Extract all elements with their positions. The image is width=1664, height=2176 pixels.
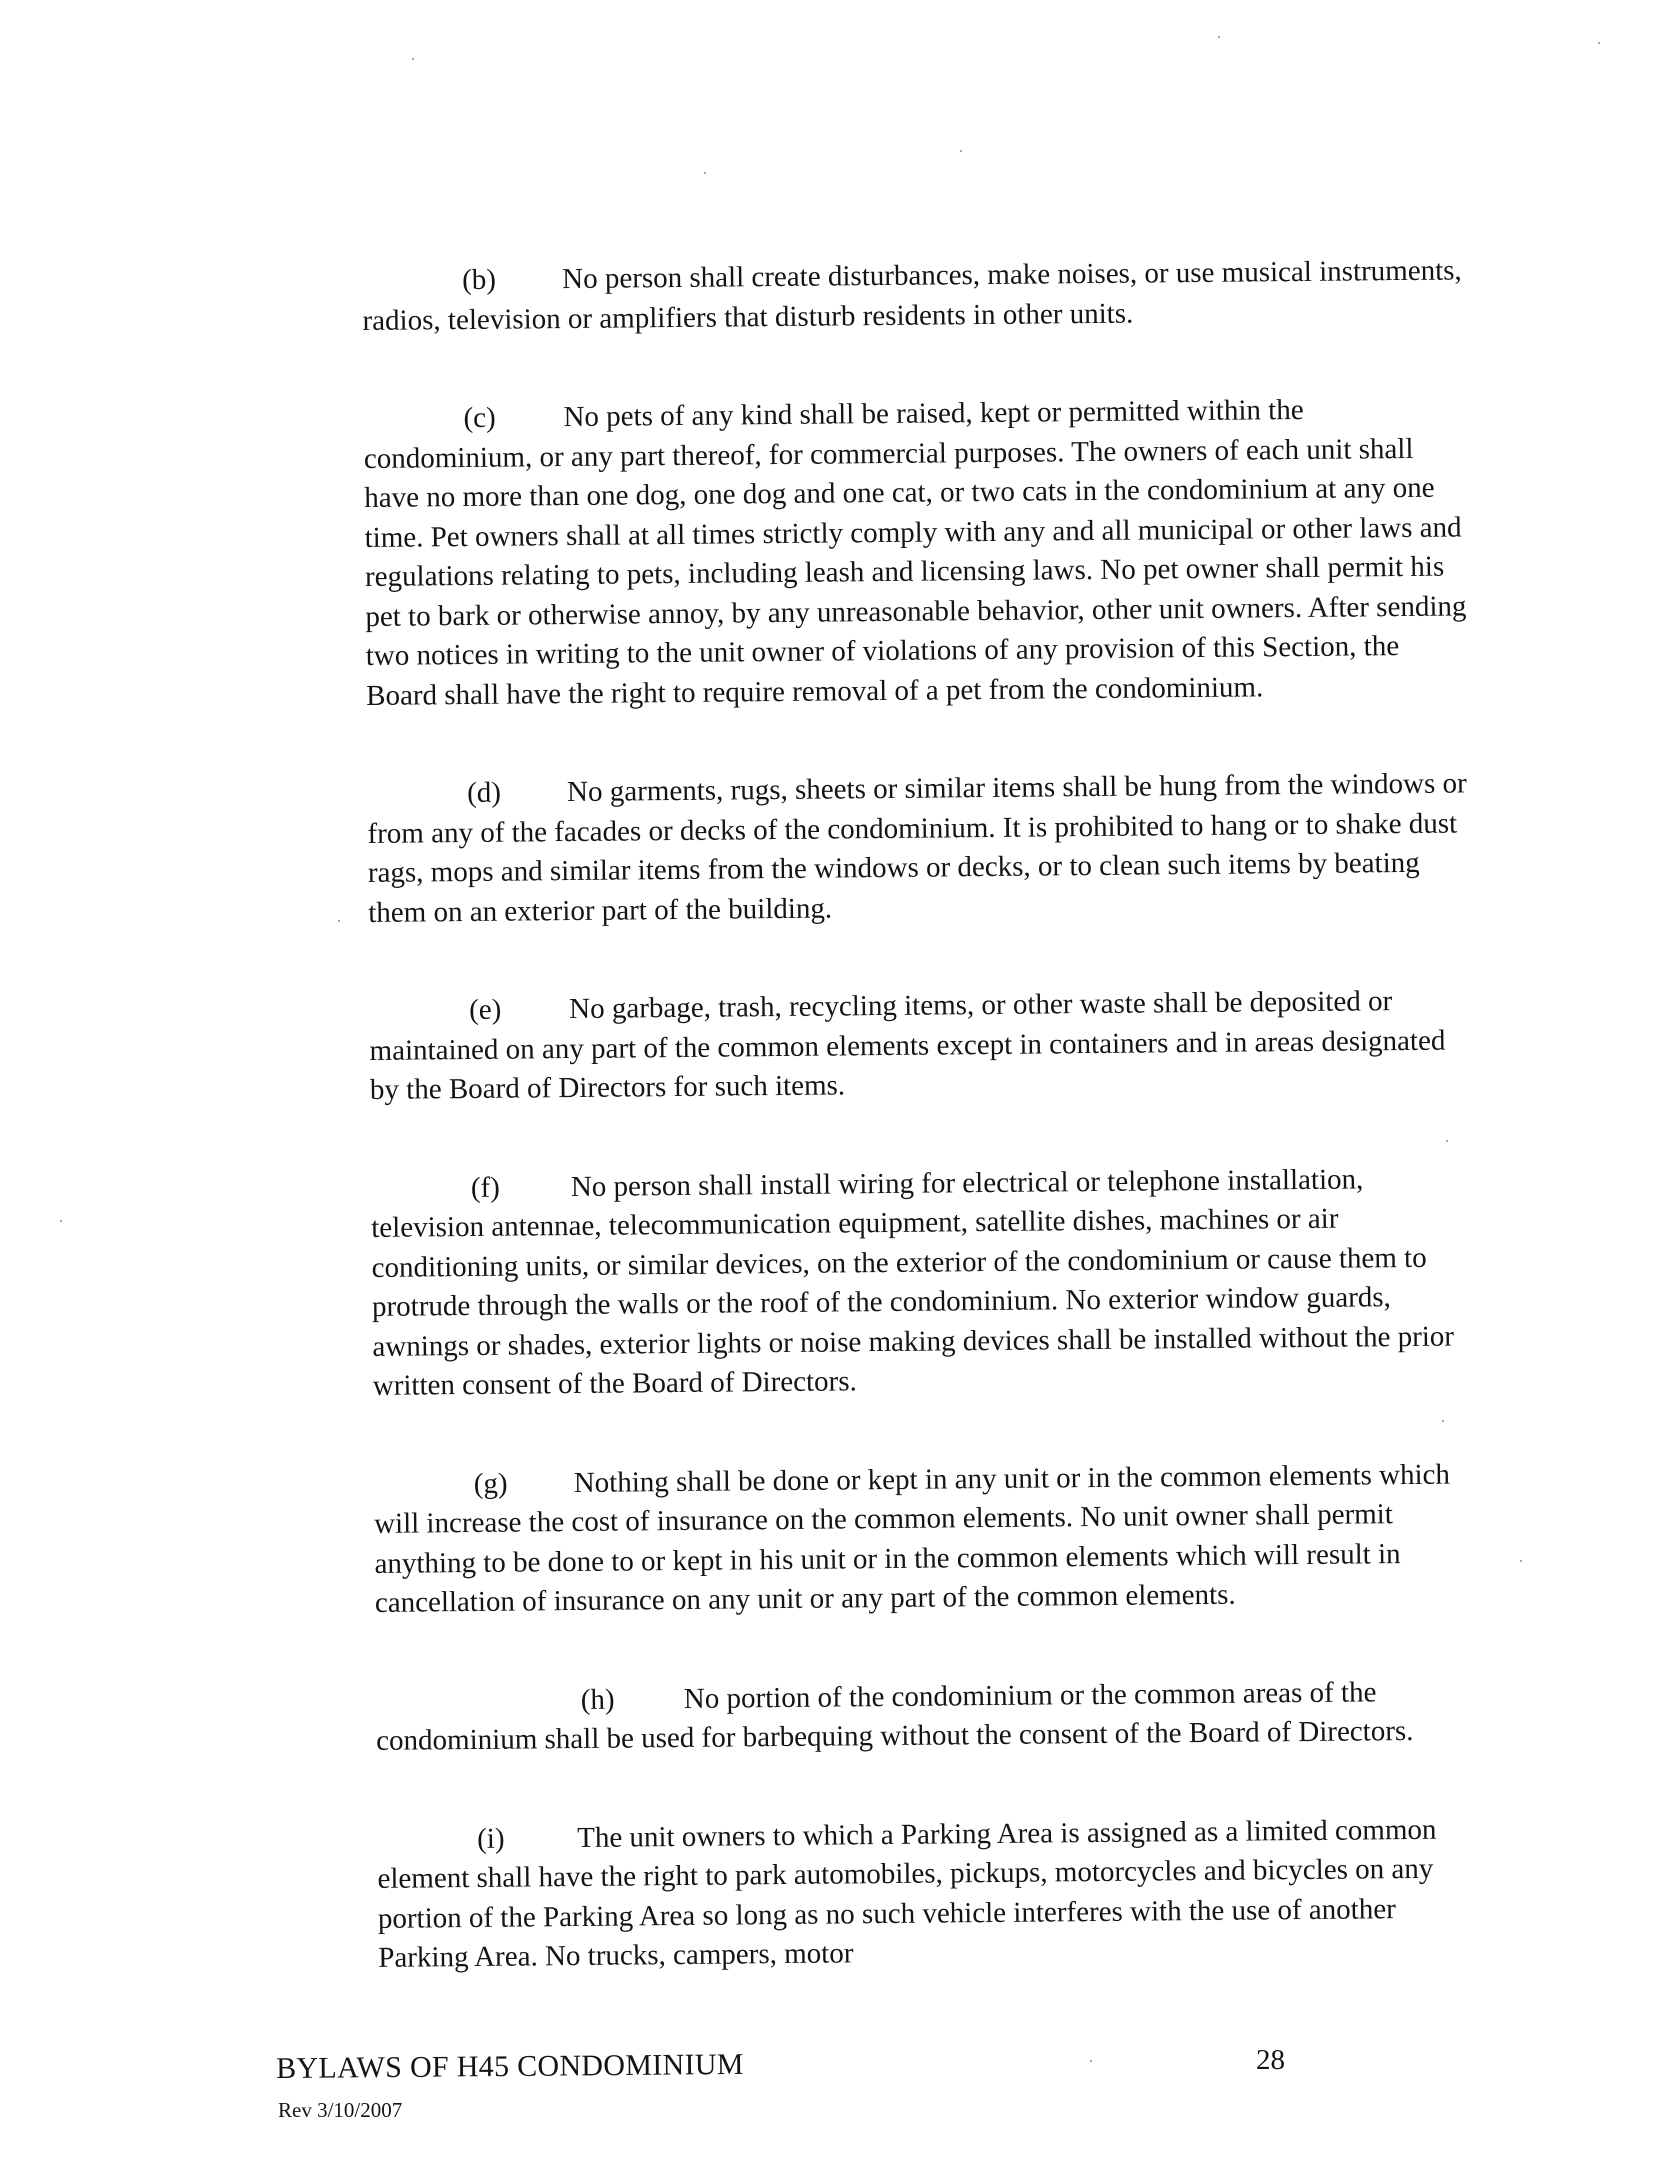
paragraph-h	[376, 1672, 1487, 1762]
scan-speck	[1218, 36, 1220, 38]
paragraph-g	[374, 1455, 1485, 1624]
paragraph-text: No pets of any kind shall be raised, kept or permitted within the condominium, or any part thereof, for commercial purposes. The owners of each unit shall have no more than one dog, one dog and one cat, or two cats in the condominium at any one time. Pet owners shall at all times strictly comply with any and all municipal or other laws and regulations relating to pets, including leash and licensing laws. No pet owner shall permit his pet to bark or otherwise annoy, by any unreasonable behavior, other unit owners. After sending two notices in writing to the unit owner of violations of any provision of this Section, the Board shall have the right to require removal of a pet from the condominium.	[363, 393, 1467, 712]
bylaws-body	[362, 251, 1489, 2037]
scan-speck	[1090, 2060, 1092, 2062]
paragraph-marker: (i)	[476, 1822, 505, 1855]
paragraph-text: No garbage, trash, recycling items, or other waste shall be deposited or maintained on any part of the common elements except in containers and in areas designated by the Board of Directors for such items.	[369, 985, 1446, 1106]
paragraph-marker: (e)	[469, 993, 502, 1027]
scan-speck	[338, 920, 340, 922]
scan-speck	[1442, 1420, 1444, 1422]
paragraph-marker: (c)	[463, 401, 496, 435]
paragraph-marker: (g)	[473, 1467, 508, 1500]
paragraph-text: No portion of the condominium or the common areas of the condominium shall be used for barbequing without the consent of the Board of Directors.	[376, 1675, 1414, 1757]
scan-speck	[960, 150, 962, 152]
paragraph-marker: (d)	[466, 776, 502, 810]
paragraph-f	[371, 1159, 1483, 1407]
scan-speck	[412, 58, 414, 60]
page-number: 28	[1256, 2044, 1285, 2076]
paragraph-e	[369, 981, 1480, 1110]
paragraph-d	[367, 764, 1478, 933]
scan-speck	[1520, 1560, 1522, 1562]
paragraph-marker: (b)	[462, 263, 497, 297]
scan-speck	[60, 1220, 62, 1222]
paragraph-c	[363, 389, 1476, 716]
paragraph-text: No garments, rugs, sheets or similar items shall be hung from the windows or from any of the facades or decks of the condominium. It is prohibited to hang or to shake dust rags, mops and similar items from the windows or decks, or to clean such items by beating them on an exterior part of the building.	[367, 767, 1467, 929]
paragraph-i	[377, 1810, 1488, 1979]
paragraph-b	[362, 251, 1473, 341]
paragraph-marker: (f)	[470, 1171, 501, 1204]
scan-speck	[1598, 42, 1600, 44]
paragraph-text: The unit owners to which a Parking Area is assigned as a limited common element shall have the right to park automobiles, pickups, motorcycles and bicycles on any portion of the Parking Area so long as no such vehicle interferes with the use of another Parking Area. No trucks, campers, motor	[377, 1813, 1437, 1974]
paragraph-marker: (h)	[580, 1683, 615, 1716]
paragraph-text: Nothing shall be done or kept in any unit or in the common elements which will increase the cost of insurance on the common elements. No unit owner shall permit anything to be done to or kept in his unit or in the common elements which will result in cancellation of insurance on any unit or any part of the common elements.	[373, 1458, 1451, 1619]
footer-document-title: BYLAWS OF H45 CONDOMINIUM	[276, 2047, 744, 2085]
paragraph-text: No person shall create disturbances, make noises, or use musical instruments, radios, television or amplifiers that disturb residents in other units.	[362, 254, 1462, 337]
scan-speck	[704, 172, 706, 174]
scan-speck	[1446, 1140, 1448, 1142]
paragraph-text: No person shall install wiring for electrical or telephone installation, television antennae, telecommunication equipment, satellite dishes, machines or air conditioning units, or similar devices, on the exterior of the condominium or cause them to protrude through the walls or the roof of the condominium. No exterior window guards, awnings or shades, exterior lights or noise making devices shall be installed without the prior written consent of the Board of Directors.	[371, 1162, 1455, 1402]
footer-revision-date: Rev 3/10/2007	[278, 2098, 403, 2122]
